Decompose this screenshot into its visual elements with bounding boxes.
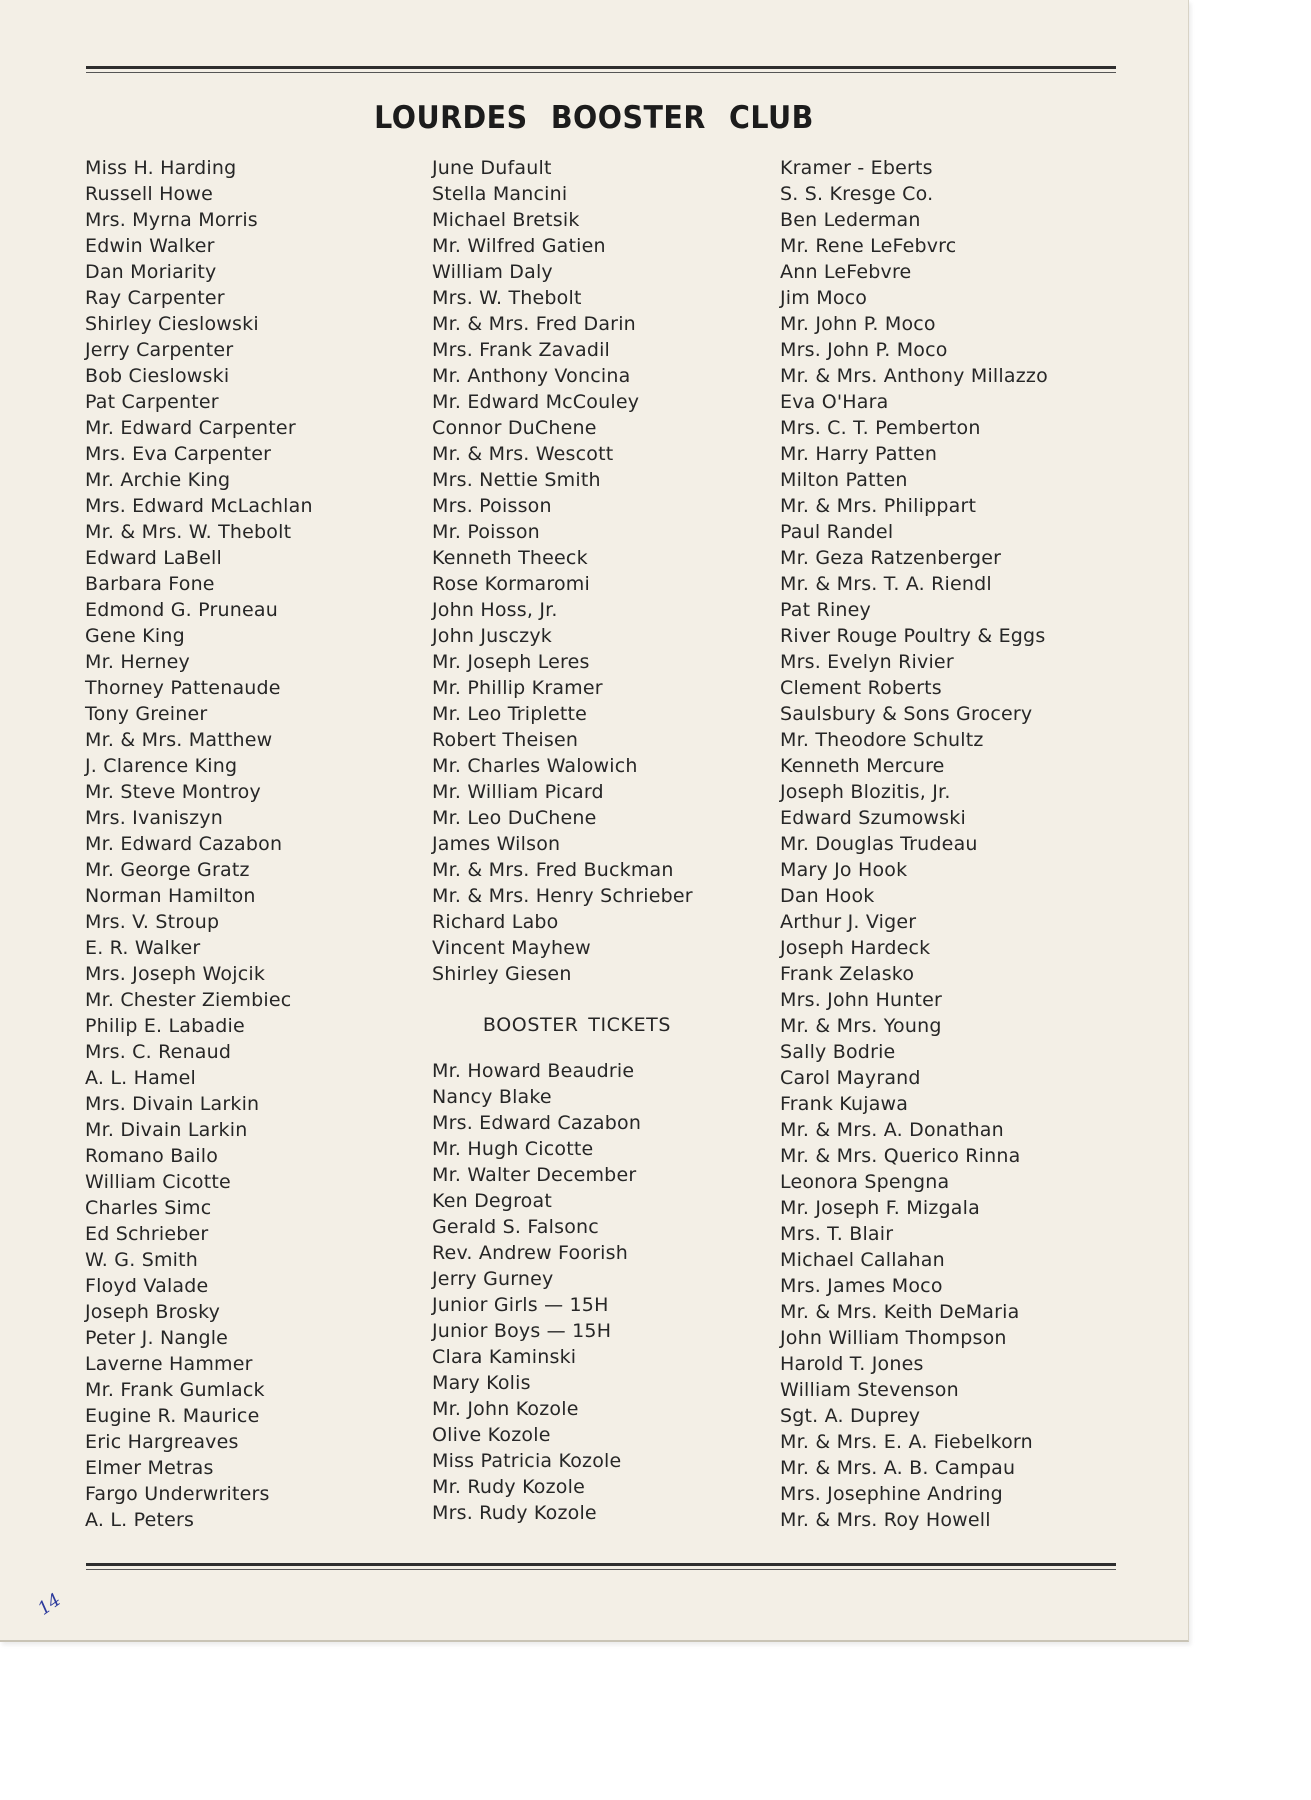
list-item: Kenneth Mercure <box>780 755 945 777</box>
list-item: Peter J. Nangle <box>85 1327 229 1349</box>
list-item: Mrs. James Moco <box>780 1275 943 1297</box>
list-item: James Wilson <box>432 833 561 855</box>
list-item: Joseph Hardeck <box>780 937 931 959</box>
list-item: Joseph Brosky <box>85 1301 221 1323</box>
list-item: Ray Carpenter <box>85 287 225 309</box>
list-item: Kenneth Theeck <box>432 547 588 569</box>
list-item: Ben Lederman <box>780 209 921 231</box>
list-item: Mr. Edward McCouley <box>432 391 640 413</box>
list-item: Russell Howe <box>85 183 214 205</box>
list-item: Ann LeFebvre <box>780 261 912 283</box>
handwritten-page-number: 14 <box>34 1589 65 1620</box>
list-item: Mr. John Kozole <box>432 1398 579 1420</box>
list-item: Floyd Valade <box>85 1275 209 1297</box>
list-item: Eva O'Hara <box>780 391 889 413</box>
name-column-3 <box>780 155 1048 1533</box>
list-item: Kramer - Eberts <box>780 157 933 179</box>
list-item: A. L. Hamel <box>85 1067 197 1089</box>
list-item: Mr. Hugh Cicotte <box>432 1138 594 1160</box>
list-item: Mrs. Nettie Smith <box>432 469 601 491</box>
list-item: Mr. Howard Beaudrie <box>432 1060 635 1082</box>
list-item: Mr. Divain Larkin <box>85 1119 248 1141</box>
list-item: Barbara Fone <box>85 573 215 595</box>
list-item: E. R. Walker <box>85 937 201 959</box>
list-item: J. Clarence King <box>85 755 238 777</box>
list-item: Mr. Harry Patten <box>780 443 938 465</box>
list-item: Mrs. Poisson <box>432 495 552 517</box>
list-item: Thorney Pattenaude <box>85 677 281 699</box>
list-item: Mr. Geza Ratzenberger <box>780 547 1002 569</box>
list-item: William Cicotte <box>85 1171 231 1193</box>
list-item: Mr. & Mrs. Wescott <box>432 443 614 465</box>
list-item: Mr. & Mrs. Anthony Millazzo <box>780 365 1048 387</box>
list-item: Mrs. V. Stroup <box>85 911 220 933</box>
list-item: S. S. Kresge Co. <box>780 183 934 205</box>
name-column-1 <box>85 155 313 1533</box>
list-item: Mr. William Picard <box>432 781 604 803</box>
list-item: Mr. Steve Montroy <box>85 781 261 803</box>
list-item: Ed Schrieber <box>85 1223 209 1245</box>
list-item: Mr. Joseph F. Mizgala <box>780 1197 980 1219</box>
list-item: Jim Moco <box>780 287 868 309</box>
list-item: John William Thompson <box>780 1327 1007 1349</box>
page-title: LOURDES BOOSTER CLUB <box>374 100 814 136</box>
list-item: Gerald S. Falsonc <box>432 1216 599 1238</box>
list-item: Mr. Archie King <box>85 469 231 491</box>
list-item: Shirley Cieslowski <box>85 313 259 335</box>
list-item: Mr. & Mrs. A. Donathan <box>780 1119 1004 1141</box>
list-item: Edwin Walker <box>85 235 215 257</box>
list-item: Mr. Anthony Voncina <box>432 365 631 387</box>
booster-tickets-list <box>432 1058 641 1526</box>
list-item: Mr. Edward Carpenter <box>85 417 296 439</box>
list-item: Mrs. Josephine Andring <box>780 1483 1003 1505</box>
list-item: Paul Randel <box>780 521 894 543</box>
list-item: Mr. Poisson <box>432 521 540 543</box>
list-item: Mrs. Edward Cazabon <box>432 1112 642 1134</box>
list-item: Charles Simc <box>85 1197 212 1219</box>
list-item: Junior Girls — 15H <box>432 1294 609 1316</box>
list-item: Tony Greiner <box>85 703 208 725</box>
list-item: Ken Degroat <box>432 1190 552 1212</box>
list-item: Mr. Douglas Trudeau <box>780 833 978 855</box>
list-item: Olive Kozole <box>432 1424 551 1446</box>
list-item: Carol Mayrand <box>780 1067 921 1089</box>
list-item: Mr. Edward Cazabon <box>85 833 283 855</box>
list-item: Mr. Joseph Leres <box>432 651 590 673</box>
list-item: Elmer Metras <box>85 1457 214 1479</box>
list-item: Mr. & Mrs. Henry Schrieber <box>432 885 693 907</box>
list-item: Michael Bretsik <box>432 209 580 231</box>
list-item: Harold T. Jones <box>780 1353 924 1375</box>
list-item: Frank Zelasko <box>780 963 915 985</box>
list-item: Mr. & Mrs. Fred Buckman <box>432 859 674 881</box>
list-item: Arthur J. Viger <box>780 911 917 933</box>
list-item: W. G. Smith <box>85 1249 199 1271</box>
list-item: Mr. Rene LeFebvrc <box>780 235 957 257</box>
list-item: Leonora Spengna <box>780 1171 950 1193</box>
list-item: Miss H. Harding <box>85 157 237 179</box>
list-item: Mr. Theodore Schultz <box>780 729 984 751</box>
list-item: Jerry Gurney <box>432 1268 554 1290</box>
list-item: Milton Patten <box>780 469 908 491</box>
list-item: Frank Kujawa <box>780 1093 909 1115</box>
list-item: William Stevenson <box>780 1379 959 1401</box>
list-item: Fargo Underwriters <box>85 1483 270 1505</box>
list-item: Mr. & Mrs. W. Thebolt <box>85 521 292 543</box>
list-item: Mrs. Edward McLachlan <box>85 495 313 517</box>
list-item: Connor DuChene <box>432 417 597 439</box>
list-item: Mrs. W. Thebolt <box>432 287 582 309</box>
list-item: John Hoss, Jr. <box>432 599 558 621</box>
list-item: Gene King <box>85 625 185 647</box>
list-item: Clara Kaminski <box>432 1346 577 1368</box>
list-item: Mr. & Mrs. Roy Howell <box>780 1509 991 1531</box>
list-item: Mr. & Mrs. T. A. Riendl <box>780 573 992 595</box>
list-item: Jerry Carpenter <box>85 339 234 361</box>
list-item: Mrs. John Hunter <box>780 989 943 1011</box>
list-item: Saulsbury & Sons Grocery <box>780 703 1033 725</box>
list-item: Mr. Charles Walowich <box>432 755 638 777</box>
list-item: John Jusczyk <box>432 625 552 647</box>
list-item: Laverne Hammer <box>85 1353 253 1375</box>
list-item: Bob Cieslowski <box>85 365 230 387</box>
list-item: Mrs. Evelyn Rivier <box>780 651 954 673</box>
list-item: Mr. & Mrs. Young <box>780 1015 942 1037</box>
list-item: Mr. & Mrs. Matthew <box>85 729 273 751</box>
list-item: Mr. & Mrs. Keith DeMaria <box>780 1301 1020 1323</box>
list-item: Mr. George Gratz <box>85 859 250 881</box>
list-item: Clement Roberts <box>780 677 942 699</box>
list-item: Philip E. Labadie <box>85 1015 245 1037</box>
list-item: Norman Hamilton <box>85 885 256 907</box>
list-item: Eugine R. Maurice <box>85 1405 260 1427</box>
booster-tickets-heading: BOOSTER TICKETS <box>482 1014 672 1036</box>
list-item: Mrs. T. Blair <box>780 1223 894 1245</box>
list-item: Mrs. Frank Zavadil <box>432 339 611 361</box>
list-item: Sally Bodrie <box>780 1041 896 1063</box>
list-item: Richard Labo <box>432 911 559 933</box>
list-item: Mr. & Mrs. A. B. Campau <box>780 1457 1016 1479</box>
list-item: Mr. & Mrs. Fred Darin <box>432 313 636 335</box>
list-item: Rev. Andrew Foorish <box>432 1242 628 1264</box>
list-item: Mr. Frank Gumlack <box>85 1379 265 1401</box>
list-item: Sgt. A. Duprey <box>780 1405 921 1427</box>
list-item: Mr. Leo DuChene <box>432 807 597 829</box>
list-item: Shirley Giesen <box>432 963 572 985</box>
list-item: Pat Carpenter <box>85 391 219 413</box>
list-item: Romano Bailo <box>85 1145 219 1167</box>
list-item: Junior Boys — 15H <box>432 1320 612 1342</box>
list-item: River Rouge Poultry & Eggs <box>780 625 1046 647</box>
bottom-double-rule <box>86 1563 1116 1566</box>
list-item: Mr. Chester Ziembiec <box>85 989 292 1011</box>
list-item: William Daly <box>432 261 553 283</box>
list-item: Edmond G. Pruneau <box>85 599 278 621</box>
list-item: Miss Patricia Kozole <box>432 1450 622 1472</box>
list-item: Vincent Mayhew <box>432 937 591 959</box>
list-item: June Dufault <box>432 157 552 179</box>
list-item: Michael Callahan <box>780 1249 945 1271</box>
list-item: Mr. & Mrs. Philippart <box>780 495 977 517</box>
list-item: Mr. Walter December <box>432 1164 637 1186</box>
list-item: Mr. Leo Triplette <box>432 703 588 725</box>
list-item: Edward Szumowski <box>780 807 966 829</box>
list-item: Mrs. C. Renaud <box>85 1041 232 1063</box>
list-item: Stella Mancini <box>432 183 568 205</box>
list-item: Dan Hook <box>780 885 875 907</box>
top-double-rule <box>86 66 1116 69</box>
list-item: Mrs. Eva Carpenter <box>85 443 272 465</box>
list-item: Mrs. Divain Larkin <box>85 1093 260 1115</box>
list-item: Eric Hargreaves <box>85 1431 239 1453</box>
list-item: Mrs. C. T. Pemberton <box>780 417 981 439</box>
list-item: Mr. John P. Moco <box>780 313 936 335</box>
list-item: Mary Kolis <box>432 1372 531 1394</box>
list-item: Dan Moriarity <box>85 261 217 283</box>
list-item: Mr. & Mrs. Querico Rinna <box>780 1145 1021 1167</box>
list-item: Joseph Blozitis, Jr. <box>780 781 951 803</box>
list-item: Rose Kormaromi <box>432 573 590 595</box>
list-item: Edward LaBell <box>85 547 222 569</box>
list-item: Mary Jo Hook <box>780 859 908 881</box>
list-item: Mrs. John P. Moco <box>780 339 948 361</box>
list-item: Robert Theisen <box>432 729 579 751</box>
list-item: Mrs. Joseph Wojcik <box>85 963 266 985</box>
list-item: Mrs. Ivaniszyn <box>85 807 223 829</box>
name-column-2 <box>432 155 693 987</box>
list-item: Mr. Phillip Kramer <box>432 677 603 699</box>
list-item: Mr. Herney <box>85 651 190 673</box>
list-item: Pat Riney <box>780 599 871 621</box>
list-item: Mrs. Rudy Kozole <box>432 1502 597 1524</box>
list-item: Mr. Rudy Kozole <box>432 1476 585 1498</box>
list-item: Nancy Blake <box>432 1086 552 1108</box>
list-item: Mr. & Mrs. E. A. Fiebelkorn <box>780 1431 1033 1453</box>
list-item: A. L. Peters <box>85 1509 195 1531</box>
list-item: Mr. Wilfred Gatien <box>432 235 606 257</box>
list-item: Mrs. Myrna Morris <box>85 209 258 231</box>
